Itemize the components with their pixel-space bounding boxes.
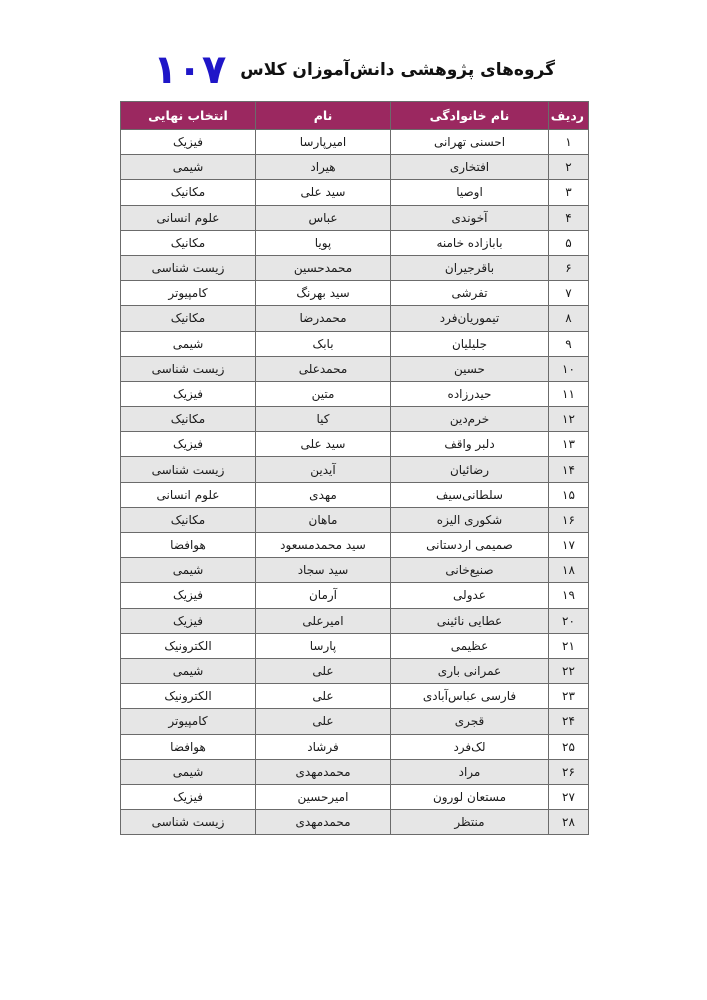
family-name-cell: سلطانی‌سیف — [391, 482, 549, 507]
row-number-cell: ۳ — [549, 180, 589, 205]
final-choice-cell: شیمی — [121, 155, 256, 180]
first-name-cell: محمدرضا — [256, 306, 391, 331]
family-name-cell: قجری — [391, 709, 549, 734]
row-number-cell: ۶ — [549, 255, 589, 280]
family-name-cell: آخوندی — [391, 205, 549, 230]
family-name-cell: مراد — [391, 759, 549, 784]
family-name-cell: باقرجیران — [391, 255, 549, 280]
final-choice-cell: فیزیک — [121, 130, 256, 155]
table-row — [121, 130, 589, 155]
final-choice-cell: مکانیک — [121, 407, 256, 432]
row-number-cell: ۸ — [549, 306, 589, 331]
table-row — [121, 759, 589, 784]
first-name-cell: هیراد — [256, 155, 391, 180]
final-choice-cell: الکترونیک — [121, 684, 256, 709]
table-row — [121, 281, 589, 306]
final-choice-cell: زیست شناسی — [121, 255, 256, 280]
final-choice-cell: شیمی — [121, 658, 256, 683]
first-name-cell: امیرپارسا — [256, 130, 391, 155]
table-row — [121, 306, 589, 331]
first-name-cell: سید محمدمسعود — [256, 533, 391, 558]
table-row — [121, 583, 589, 608]
family-name-cell: عطایی نائینی — [391, 608, 549, 633]
first-name-cell: سید علی — [256, 180, 391, 205]
row-number-cell: ۴ — [549, 205, 589, 230]
first-name-cell: محمدحسین — [256, 255, 391, 280]
first-name-cell: محمدعلی — [256, 356, 391, 381]
final-choice-cell: مکانیک — [121, 180, 256, 205]
final-choice-cell: شیمی — [121, 759, 256, 784]
family-name-cell: بابازاده خامنه — [391, 230, 549, 255]
family-name-cell: عدولی — [391, 583, 549, 608]
final-choice-cell: کامپیوتر — [121, 281, 256, 306]
table-row — [121, 356, 589, 381]
table-row — [121, 482, 589, 507]
final-choice-cell: هوافضا — [121, 533, 256, 558]
row-number-cell: ۱۶ — [549, 507, 589, 532]
first-name-cell: عباس — [256, 205, 391, 230]
page-title — [120, 44, 588, 96]
row-number-cell: ۱۲ — [549, 407, 589, 432]
header-first-name: نام — [256, 102, 391, 130]
row-number-cell: ۲ — [549, 155, 589, 180]
table-row — [121, 407, 589, 432]
table-row — [121, 709, 589, 734]
final-choice-cell: شیمی — [121, 558, 256, 583]
final-choice-cell: مکانیک — [121, 507, 256, 532]
final-choice-cell: الکترونیک — [121, 633, 256, 658]
family-name-cell: منتظر — [391, 810, 549, 835]
first-name-cell: فرشاد — [256, 734, 391, 759]
table-row — [121, 633, 589, 658]
final-choice-cell: کامپیوتر — [121, 709, 256, 734]
first-name-cell: آیدین — [256, 457, 391, 482]
family-name-cell: فارسی عباس‌آبادی — [391, 684, 549, 709]
table-row — [121, 734, 589, 759]
row-number-cell: ۲۲ — [549, 658, 589, 683]
family-name-cell: جلیلیان — [391, 331, 549, 356]
row-number-cell: ۱۹ — [549, 583, 589, 608]
header-row — [121, 102, 589, 130]
table-row — [121, 507, 589, 532]
table-row — [121, 810, 589, 835]
first-name-cell: آرمان — [256, 583, 391, 608]
first-name-cell: کیا — [256, 407, 391, 432]
table-row — [121, 230, 589, 255]
table-row — [121, 381, 589, 406]
table-row — [121, 180, 589, 205]
final-choice-cell: فیزیک — [121, 784, 256, 809]
header-family-name: نام خانوادگی — [391, 102, 549, 130]
row-number-cell: ۲۰ — [549, 608, 589, 633]
final-choice-cell: مکانیک — [121, 306, 256, 331]
first-name-cell: علی — [256, 709, 391, 734]
row-number-cell: ۹ — [549, 331, 589, 356]
final-choice-cell: زیست شناسی — [121, 810, 256, 835]
family-name-cell: افتخاری — [391, 155, 549, 180]
first-name-cell: محمدمهدی — [256, 810, 391, 835]
table-row — [121, 684, 589, 709]
table-row — [121, 658, 589, 683]
family-name-cell: عظیمی — [391, 633, 549, 658]
family-name-cell: خرم‌دین — [391, 407, 549, 432]
family-name-cell: احسنی تهرانی — [391, 130, 549, 155]
table-row — [121, 608, 589, 633]
first-name-cell: سید علی — [256, 432, 391, 457]
row-number-cell: ۲۴ — [549, 709, 589, 734]
first-name-cell: محمدمهدی — [256, 759, 391, 784]
first-name-cell: بابک — [256, 331, 391, 356]
final-choice-cell: هوافضا — [121, 734, 256, 759]
final-choice-cell: شیمی — [121, 331, 256, 356]
final-choice-cell: فیزیک — [121, 608, 256, 633]
first-name-cell: امیرعلی — [256, 608, 391, 633]
table-header — [121, 102, 589, 130]
family-name-cell: تفرشی — [391, 281, 549, 306]
table-row — [121, 432, 589, 457]
table-row — [121, 533, 589, 558]
family-name-cell: لک‌فرد — [391, 734, 549, 759]
row-number-cell: ۱۳ — [549, 432, 589, 457]
family-name-cell: صنیع‌خانی — [391, 558, 549, 583]
final-choice-cell: زیست شناسی — [121, 457, 256, 482]
first-name-cell: پویا — [256, 230, 391, 255]
first-name-cell: سید سجاد — [256, 558, 391, 583]
table-row — [121, 457, 589, 482]
family-name-cell: صمیمی اردستانی — [391, 533, 549, 558]
final-choice-cell: علوم انسانی — [121, 205, 256, 230]
row-number-cell: ۲۸ — [549, 810, 589, 835]
row-number-cell: ۲۱ — [549, 633, 589, 658]
row-number-cell: ۱۱ — [549, 381, 589, 406]
table-row — [121, 558, 589, 583]
header-row-number: ردیف — [549, 102, 589, 130]
class-number: ۱۰۷ — [153, 47, 227, 93]
table-body — [121, 130, 589, 835]
row-number-cell: ۱۰ — [549, 356, 589, 381]
row-number-cell: ۲۶ — [549, 759, 589, 784]
header-final-choice: انتخاب نهایی — [121, 102, 256, 130]
first-name-cell: پارسا — [256, 633, 391, 658]
final-choice-cell: مکانیک — [121, 230, 256, 255]
family-name-cell: دلبر واقف — [391, 432, 549, 457]
row-number-cell: ۱ — [549, 130, 589, 155]
family-name-cell: حسین — [391, 356, 549, 381]
row-number-cell: ۵ — [549, 230, 589, 255]
final-choice-cell: فیزیک — [121, 381, 256, 406]
table-row — [121, 155, 589, 180]
title-text: گروه‌های پژوهشی دانش‌آموزان کلاس — [240, 60, 555, 80]
family-name-cell: اوصیا — [391, 180, 549, 205]
first-name-cell: سید بهرنگ — [256, 281, 391, 306]
first-name-cell: علی — [256, 658, 391, 683]
row-number-cell: ۱۸ — [549, 558, 589, 583]
family-name-cell: مستعان لورون — [391, 784, 549, 809]
family-name-cell: شکوری الیزه — [391, 507, 549, 532]
first-name-cell: علی — [256, 684, 391, 709]
final-choice-cell: فیزیک — [121, 432, 256, 457]
table-row — [121, 784, 589, 809]
table-row — [121, 255, 589, 280]
family-name-cell: عمرانی باری — [391, 658, 549, 683]
row-number-cell: ۱۵ — [549, 482, 589, 507]
row-number-cell: ۷ — [549, 281, 589, 306]
final-choice-cell: فیزیک — [121, 583, 256, 608]
family-name-cell: رضائیان — [391, 457, 549, 482]
student-groups-table — [120, 101, 589, 835]
family-name-cell: حیدرزاده — [391, 381, 549, 406]
row-number-cell: ۱۷ — [549, 533, 589, 558]
first-name-cell: امیرحسین — [256, 784, 391, 809]
final-choice-cell: علوم انسانی — [121, 482, 256, 507]
first-name-cell: متین — [256, 381, 391, 406]
row-number-cell: ۲۷ — [549, 784, 589, 809]
row-number-cell: ۲۳ — [549, 684, 589, 709]
final-choice-cell: زیست شناسی — [121, 356, 256, 381]
first-name-cell: ماهان — [256, 507, 391, 532]
table-row — [121, 205, 589, 230]
row-number-cell: ۲۵ — [549, 734, 589, 759]
table-row — [121, 331, 589, 356]
row-number-cell: ۱۴ — [549, 457, 589, 482]
first-name-cell: مهدی — [256, 482, 391, 507]
family-name-cell: تیموریان‌فرد — [391, 306, 549, 331]
